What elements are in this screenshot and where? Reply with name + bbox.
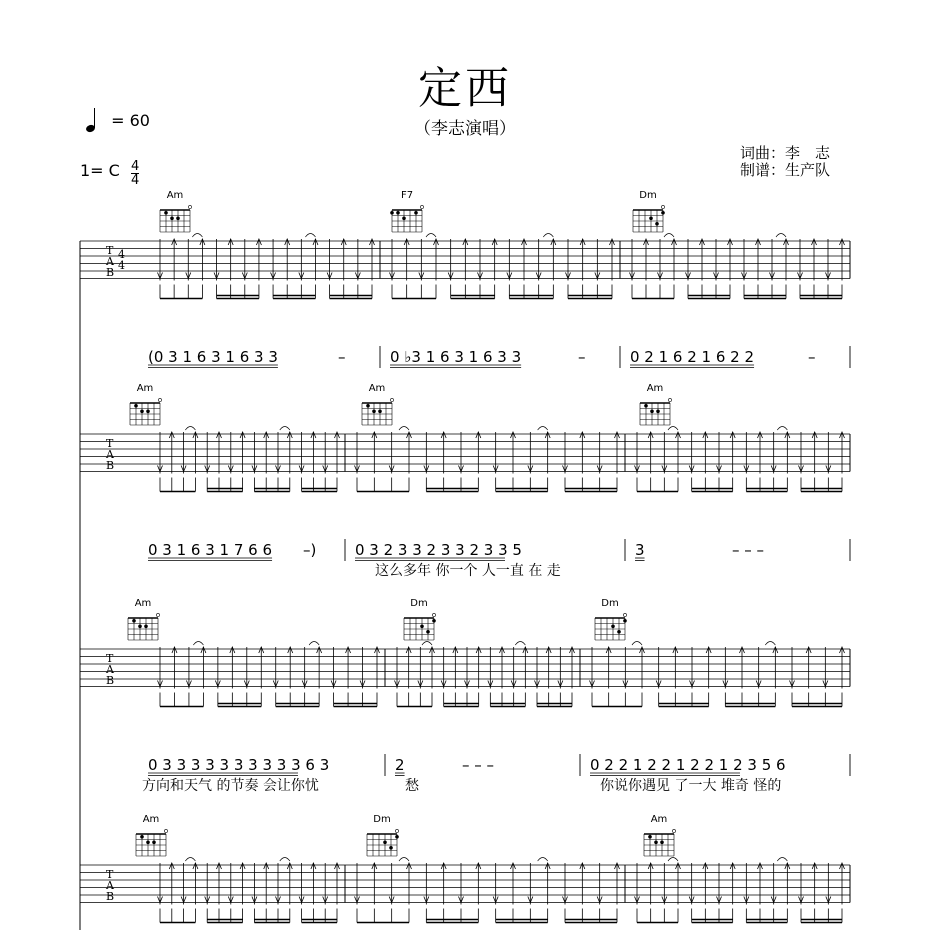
jianpu-notes: 0 2 1 6 2 1 6 2 2: [630, 348, 755, 366]
tie-arc: [185, 427, 195, 431]
finger-dot: [611, 625, 615, 629]
finger-dot: [144, 625, 148, 629]
open-string-mark: [395, 829, 398, 832]
open-string-mark: [672, 829, 675, 832]
notation-row: [80, 539, 850, 579]
open-string-mark: [661, 205, 664, 208]
finger-dot: [426, 630, 430, 634]
song-title: 定西: [418, 63, 512, 114]
credit-transcriber: 制谱：生产队: [740, 161, 831, 179]
tie-arc: [668, 858, 678, 862]
chord-name: Am: [650, 814, 668, 825]
tab-clef-letter: T: [106, 652, 114, 665]
chord-diagram-am: [136, 814, 168, 856]
tie-arc: [777, 427, 787, 431]
tie-arc: [538, 427, 548, 431]
tab-system-2: [80, 383, 850, 579]
jianpu-sustain: – – –: [732, 541, 765, 559]
time-sig-bottom: 4: [130, 173, 140, 188]
open-string-mark: [420, 205, 423, 208]
tie-arc: [192, 234, 202, 238]
finger-dot: [140, 410, 144, 414]
tie-arc: [538, 858, 548, 862]
tab-system-1: [80, 190, 850, 368]
tie-arc: [543, 234, 553, 238]
jianpu-notes: 0 3 3 3 3 3 3 3 3 3 3 6 3: [148, 756, 330, 774]
chord-diagram-am: [130, 383, 162, 425]
chord-name: Am: [646, 383, 664, 394]
chord-name: F7: [400, 190, 414, 201]
tab-clef-letter: A: [106, 663, 114, 676]
tab-clef-letter: B: [106, 266, 115, 279]
chord-name: Dm: [410, 598, 428, 609]
chord-name: Am: [166, 190, 184, 201]
finger-dot: [170, 217, 174, 221]
finger-dot: [654, 841, 658, 845]
finger-dot: [134, 404, 138, 408]
open-string-mark: [668, 398, 671, 401]
jianpu-sustain: –): [303, 541, 317, 559]
finger-dot: [656, 410, 660, 414]
tie-arc: [185, 858, 195, 862]
tie-arc: [193, 642, 203, 646]
chord-name: Am: [136, 383, 154, 394]
performer-subtitle: （李志演唱）: [414, 119, 516, 139]
finger-dot: [378, 410, 382, 414]
tie-arc: [765, 642, 775, 646]
chord-diagram-dm: [404, 598, 436, 640]
finger-dot: [372, 410, 376, 414]
chord-name: Am: [368, 383, 386, 394]
open-string-mark: [158, 398, 161, 401]
finger-dot: [623, 619, 627, 623]
notation-row: [80, 754, 850, 794]
tie-arc: [777, 858, 787, 862]
tab-clef-letter: B: [106, 459, 115, 472]
jianpu-notes: 0 3 1 6 3 1 7 6 6: [148, 541, 273, 559]
chord-name: Am: [142, 814, 160, 825]
finger-dot: [152, 841, 156, 845]
tie-arc: [280, 427, 290, 431]
open-string-mark: [390, 398, 393, 401]
finger-dot: [395, 835, 399, 839]
chord-name: Am: [134, 598, 152, 609]
finger-dot: [383, 841, 387, 845]
jianpu-notes: (0 3 1 6 3 1 6 3 3: [148, 348, 278, 366]
finger-dot: [164, 211, 168, 215]
finger-dot: [644, 404, 648, 408]
tab-system-3: [80, 598, 850, 794]
chord-name: Dm: [639, 190, 657, 201]
jianpu-sustain: –: [808, 348, 816, 366]
tie-arc: [305, 234, 315, 238]
finger-dot: [402, 217, 406, 221]
open-string-mark: [432, 613, 435, 616]
finger-dot: [661, 211, 665, 215]
jianpu-sustain: –: [578, 348, 586, 366]
jianpu-sustain: – – –: [462, 756, 495, 774]
tie-arc: [422, 642, 432, 646]
chord-diagram-am: [160, 190, 192, 232]
key-label: 1= C: [80, 161, 120, 180]
chord-diagram-am: [640, 383, 672, 425]
chord-diagram-am: [128, 598, 160, 640]
finger-dot: [420, 625, 424, 629]
finger-dot: [660, 841, 664, 845]
chord-diagram-am: [644, 814, 676, 856]
finger-dot: [617, 630, 621, 634]
open-string-mark: [164, 829, 167, 832]
lyric-line: 你说你遇见 了一大 堆奇 怪的: [600, 778, 782, 794]
tab-clef-letter: T: [106, 244, 114, 257]
tempo-value: = 60: [111, 111, 150, 130]
lyric-line: 愁: [405, 778, 419, 794]
chord-name: Dm: [601, 598, 619, 609]
tie-arc: [399, 427, 409, 431]
finger-dot: [366, 404, 370, 408]
finger-dot: [389, 846, 393, 850]
open-string-mark: [623, 613, 626, 616]
jianpu-notes: 0 2 2 1 2 2 1 2 2 1 2 3 5 6: [590, 756, 786, 774]
tie-arc: [664, 234, 674, 238]
tie-arc: [309, 642, 319, 646]
jianpu-notes: 3: [635, 541, 645, 559]
open-string-mark: [156, 613, 159, 616]
finger-dot: [146, 410, 150, 414]
finger-dot: [655, 222, 659, 226]
finger-dot: [140, 835, 144, 839]
tie-arc: [280, 858, 290, 862]
time-sig-top: 4: [130, 159, 140, 174]
finger-dot: [649, 217, 653, 221]
lyric-line: 方向和天气 的节奏 会让你忧: [142, 778, 319, 794]
finger-dot: [414, 211, 418, 215]
chord-diagram-am: [362, 383, 394, 425]
tab-clef-letter: B: [106, 890, 115, 903]
tab-clef-letter: A: [106, 879, 114, 892]
tab-time-sig: 4: [118, 248, 125, 261]
tie-arc: [426, 234, 436, 238]
tab-system-4: [80, 814, 850, 923]
finger-dot: [396, 211, 400, 215]
chord-diagram-dm: [633, 190, 665, 232]
tab-clef-letter: B: [106, 674, 115, 687]
jianpu-notes: 2: [395, 756, 405, 774]
tab-clef-letter: A: [106, 448, 114, 461]
notation-row: [80, 346, 850, 368]
finger-dot: [146, 841, 150, 845]
tab-clef-letter: A: [106, 255, 114, 268]
tie-arc: [668, 427, 678, 431]
chord-name: Dm: [373, 814, 391, 825]
tie-arc: [632, 642, 642, 646]
jianpu-notes: 0 3 2 3 3 2 3 3 2 3 3 5: [355, 541, 522, 559]
finger-dot: [138, 625, 142, 629]
jianpu-sustain: –: [338, 348, 346, 366]
finger-dot: [648, 835, 652, 839]
tie-arc: [515, 642, 525, 646]
credit-lyrics-music: 词曲：李 志: [740, 144, 831, 162]
lyric-line: 这么多年 你一个 人一直 在 走: [375, 563, 561, 579]
jianpu-notes: 0 ♭3 1 6 3 1 6 3 3: [390, 348, 522, 366]
finger-dot: [650, 410, 654, 414]
tie-arc: [399, 858, 409, 862]
finger-dot: [132, 619, 136, 623]
chord-diagram-f7: [390, 190, 423, 232]
open-string-mark: [188, 205, 191, 208]
tab-clef-letter: T: [106, 868, 114, 881]
chord-diagram-dm: [595, 598, 627, 640]
tab-time-sig: 4: [118, 259, 125, 272]
finger-dot: [176, 217, 180, 221]
finger-dot: [390, 211, 394, 215]
tab-clef-letter: T: [106, 437, 114, 450]
tie-arc: [776, 234, 786, 238]
finger-dot: [432, 619, 436, 623]
chord-diagram-dm: [367, 814, 399, 856]
